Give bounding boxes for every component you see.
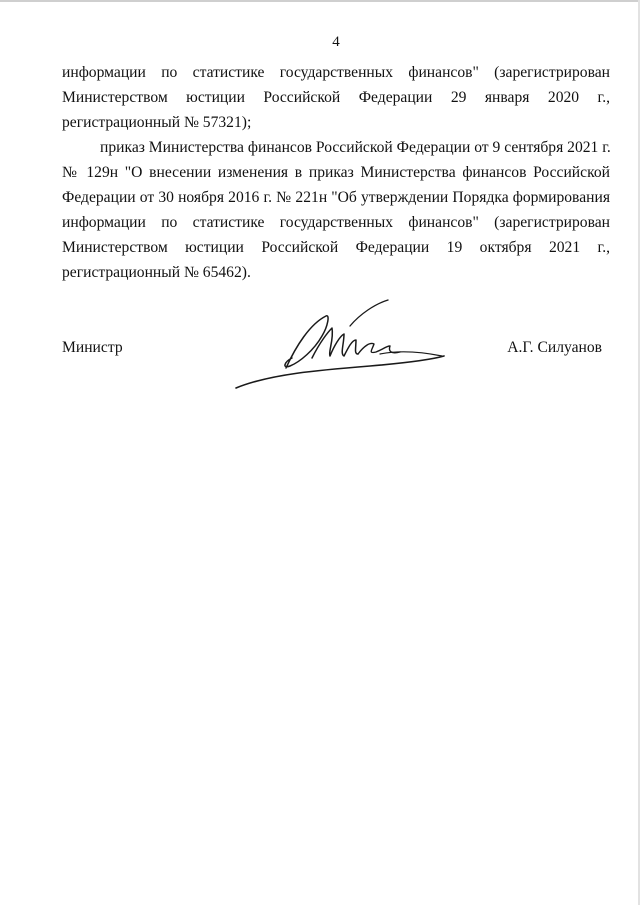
page-number: 4 xyxy=(332,34,340,50)
text-line: регистрационный № 65462). xyxy=(62,264,251,281)
text-line: Федерации от 30 ноября 2016 г. № 221н "Об утверждении Порядка формирования xyxy=(62,189,610,206)
text-line: информации по статистике государственных финансов" (зарегистрирован xyxy=(62,64,610,81)
paragraph-continuation xyxy=(62,60,610,135)
signatory-title: Министр xyxy=(62,339,123,356)
text-line: приказ Министерства финансов Российской Федерации от 9 сентября 2021 г. xyxy=(100,139,611,156)
handwritten-signature xyxy=(230,296,460,396)
signatory-name: А.Г. Силуанов xyxy=(507,339,602,356)
text-line: Министерством юстиции Российской Федерации 19 октября 2021 г., xyxy=(62,239,610,256)
text-line: информации по статистике государственных финансов" (зарегистрирован xyxy=(62,214,610,231)
paragraph-order-129n xyxy=(62,135,610,285)
text-line: регистрационный № 57321); xyxy=(62,114,252,131)
text-line: № 129н "О внесении изменения в приказ Министерства финансов Российской xyxy=(62,164,610,181)
text-line: Министерством юстиции Российской Федерации 29 января 2020 г., xyxy=(62,89,610,106)
page-edge-top xyxy=(0,0,640,2)
